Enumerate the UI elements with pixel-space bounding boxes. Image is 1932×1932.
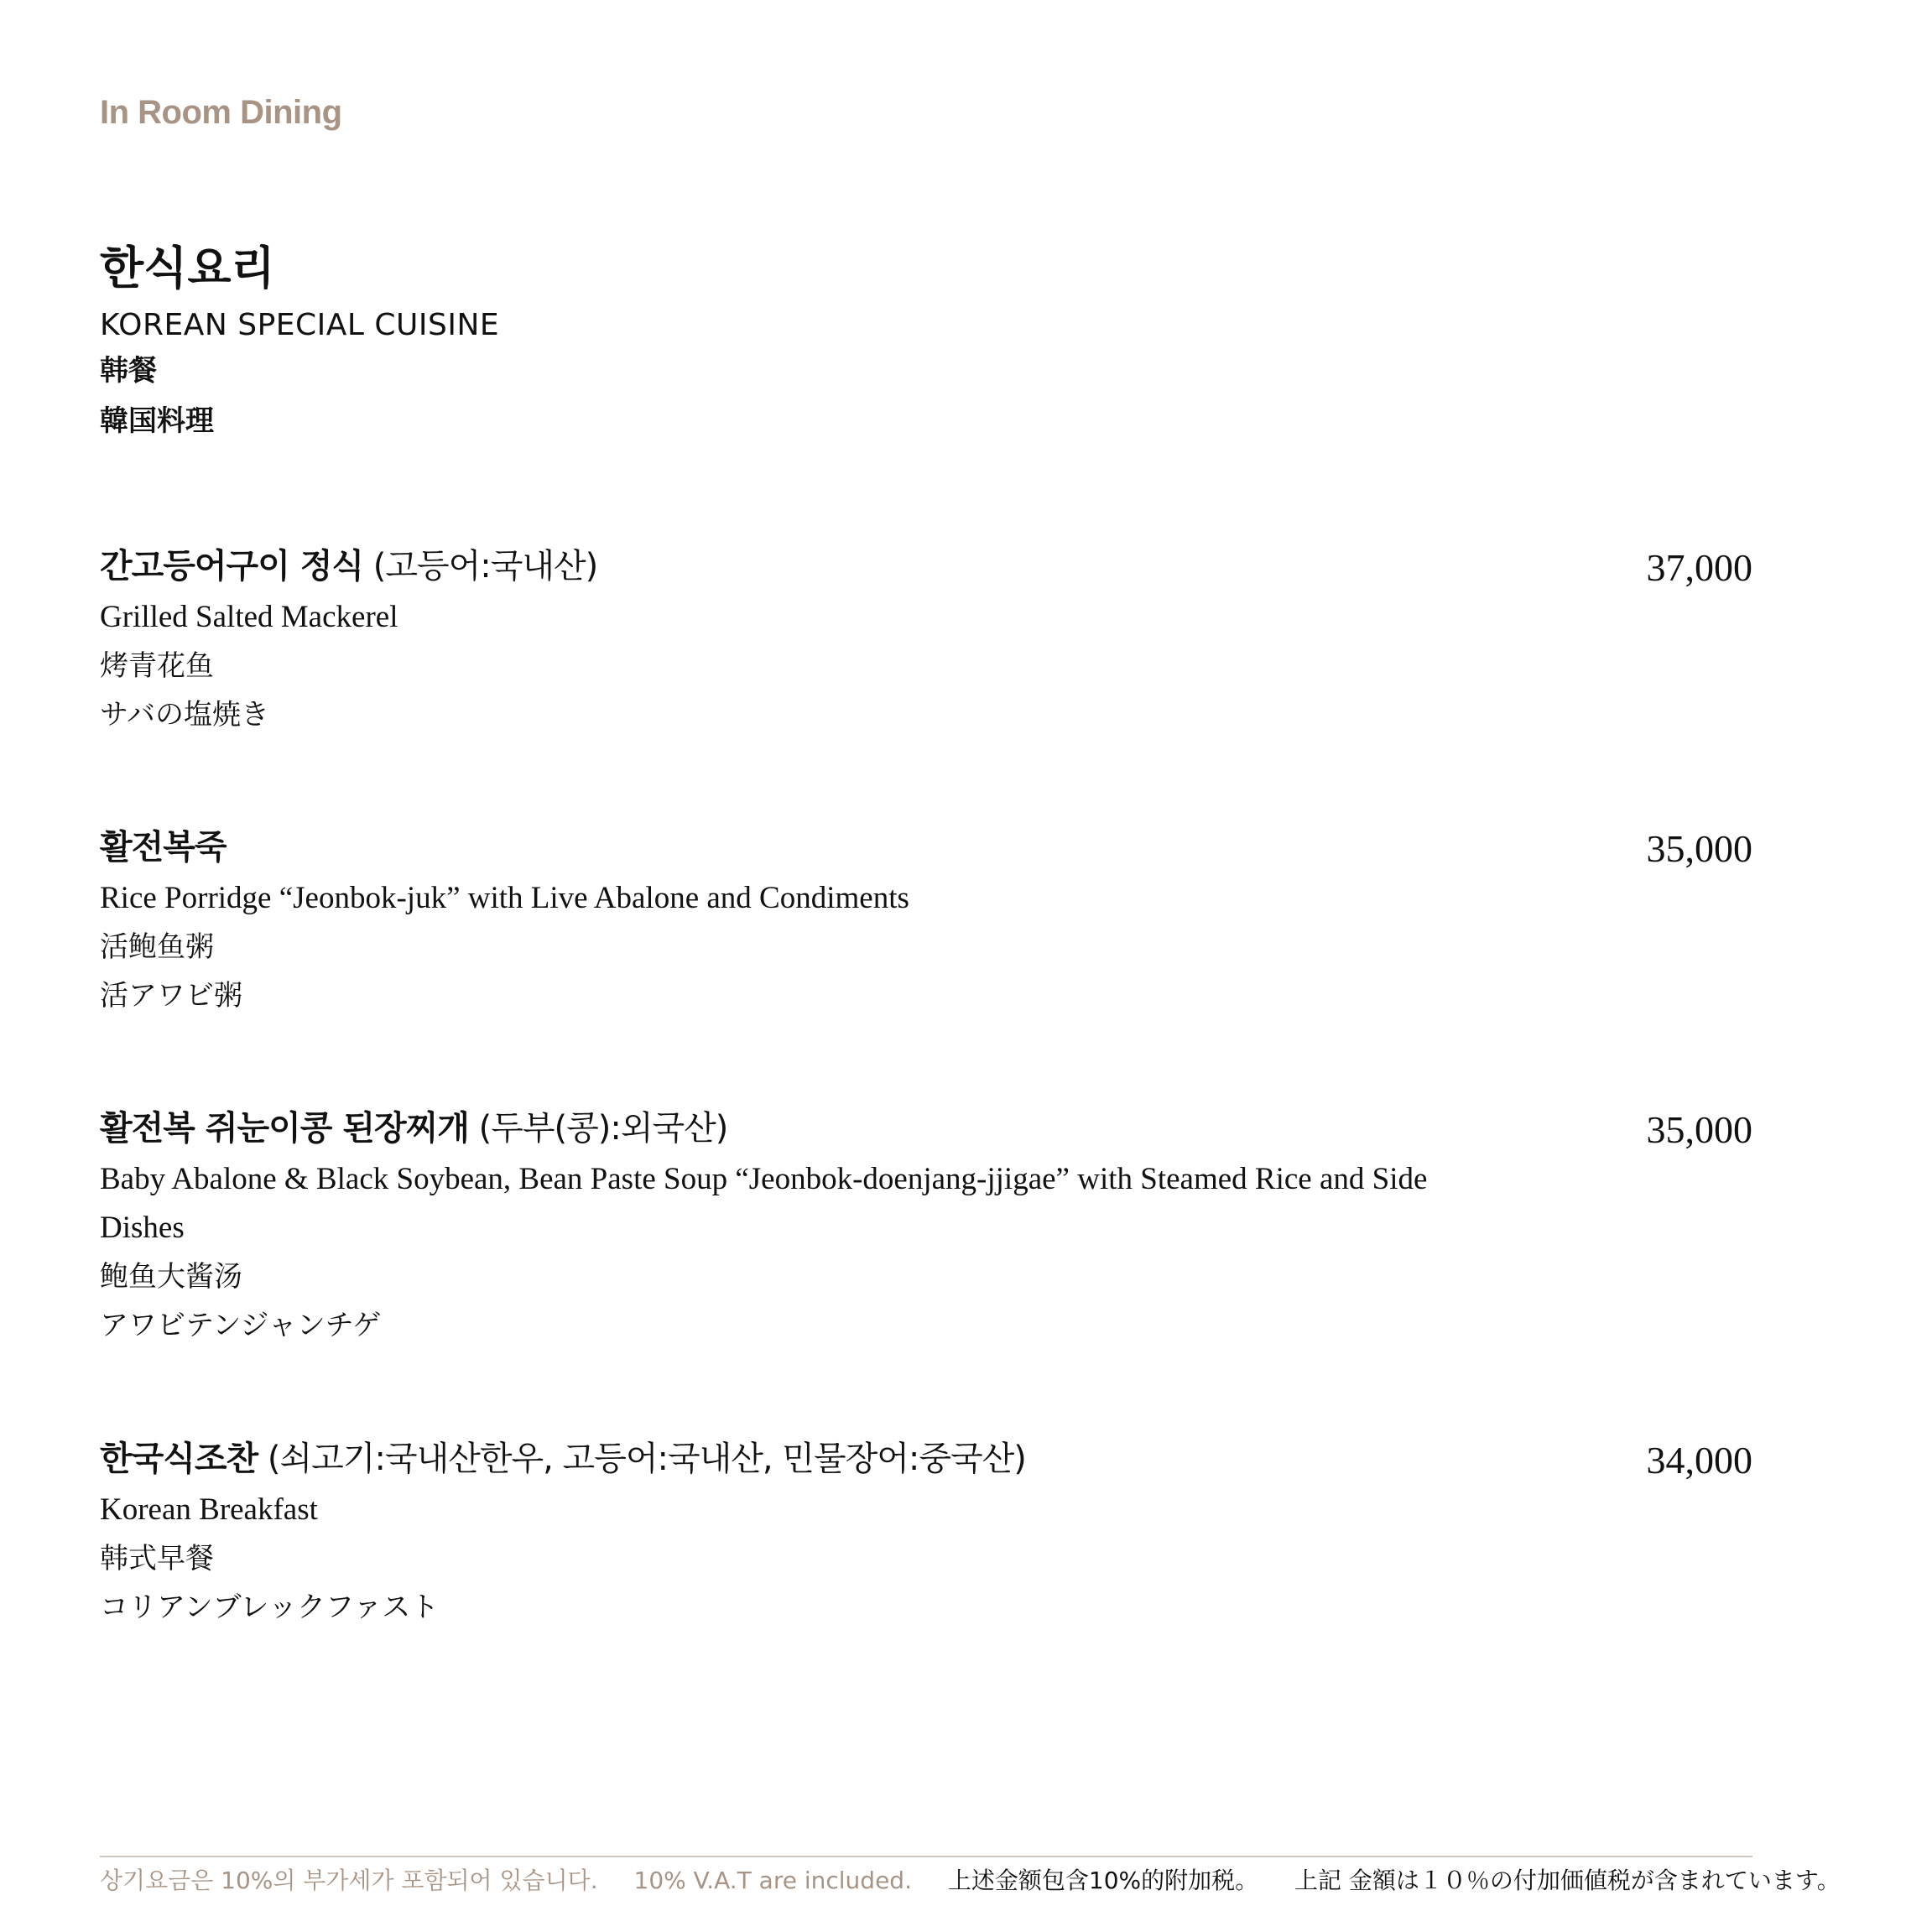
item-origin: (두부(콩):외국산) bbox=[478, 1109, 728, 1148]
vat-notice-chinese: 上述金额包含10%的附加税。 bbox=[947, 1867, 1259, 1894]
menu-item-korean-breakfast bbox=[100, 1434, 1752, 1632]
section-title-japanese: 韓国料理 bbox=[100, 404, 214, 438]
menu-item-abalone-soybean-stew bbox=[100, 1103, 1752, 1350]
section-title-korean: 한식요리 bbox=[100, 242, 275, 294]
footer-vat-notice bbox=[100, 1862, 1841, 1899]
item-name-line bbox=[100, 1103, 1752, 1153]
item-price: 35,000 bbox=[1646, 827, 1752, 870]
menu-item-mackerel bbox=[100, 541, 1752, 739]
item-name-korean: 활전복 쥐눈이콩 된장찌개 bbox=[100, 1109, 469, 1148]
menu-item-abalone-porridge bbox=[100, 822, 1752, 1020]
item-name-english: Korean Breakfast bbox=[100, 1492, 318, 1527]
item-name-japanese: サバの塩焼き bbox=[100, 698, 269, 732]
item-name-english: Rice Porridge “Jeonbok-juk” with Live Abalone and Condiments bbox=[100, 881, 909, 915]
footer-divider bbox=[100, 1856, 1752, 1857]
item-name-line bbox=[100, 822, 1752, 872]
item-name-english: Grilled Salted Mackerel bbox=[100, 600, 398, 634]
section-header bbox=[100, 242, 499, 446]
item-name-korean: 간고등어구이 정식 bbox=[100, 547, 364, 586]
item-name-korean: 활전복죽 bbox=[100, 828, 227, 867]
section-title-english: KOREAN SPECIAL CUISINE bbox=[100, 308, 500, 342]
item-name-japanese: 活アワビ粥 bbox=[100, 979, 242, 1013]
item-price: 35,000 bbox=[1646, 1108, 1752, 1151]
item-name-japanese: コリアンブレックファスト bbox=[100, 1591, 440, 1624]
item-price: 34,000 bbox=[1646, 1439, 1752, 1482]
item-name-chinese: 鲍鱼大酱汤 bbox=[100, 1260, 242, 1294]
vat-notice-korean: 상기요금은 10%의 부가세가 포함되어 있습니다. bbox=[100, 1867, 598, 1894]
section-title-chinese: 韩餐 bbox=[100, 354, 157, 388]
item-name-line bbox=[100, 1434, 1752, 1484]
item-name-chinese: 活鲍鱼粥 bbox=[100, 930, 214, 964]
item-price: 37,000 bbox=[1646, 546, 1752, 589]
item-origin: (고등어:국내산) bbox=[372, 547, 598, 586]
item-name-chinese: 烤青花鱼 bbox=[100, 649, 214, 683]
item-name-chinese: 韩式早餐 bbox=[100, 1542, 214, 1575]
item-name-japanese: アワビテンジャンチゲ bbox=[100, 1309, 382, 1342]
brand-title: In Room Dining bbox=[100, 94, 342, 131]
item-origin: (쇠고기:국내산한우, 고등어:국내산, 민물장어:중국산) bbox=[267, 1440, 1026, 1478]
item-name-korean: 한국식조찬 bbox=[100, 1440, 258, 1478]
item-name-english: Baby Abalone & Black Soybean, Bean Paste Soup “Jeonbok-doenjang-jjigae” with Steamed Rice and Side Dishes bbox=[100, 1162, 1428, 1245]
item-name-line bbox=[100, 541, 1752, 591]
vat-notice-japanese: 上記 金額は１０％の付加価値税が含まれています。 bbox=[1294, 1867, 1841, 1894]
vat-notice-english: 10% V.A.T are included. bbox=[633, 1867, 912, 1894]
